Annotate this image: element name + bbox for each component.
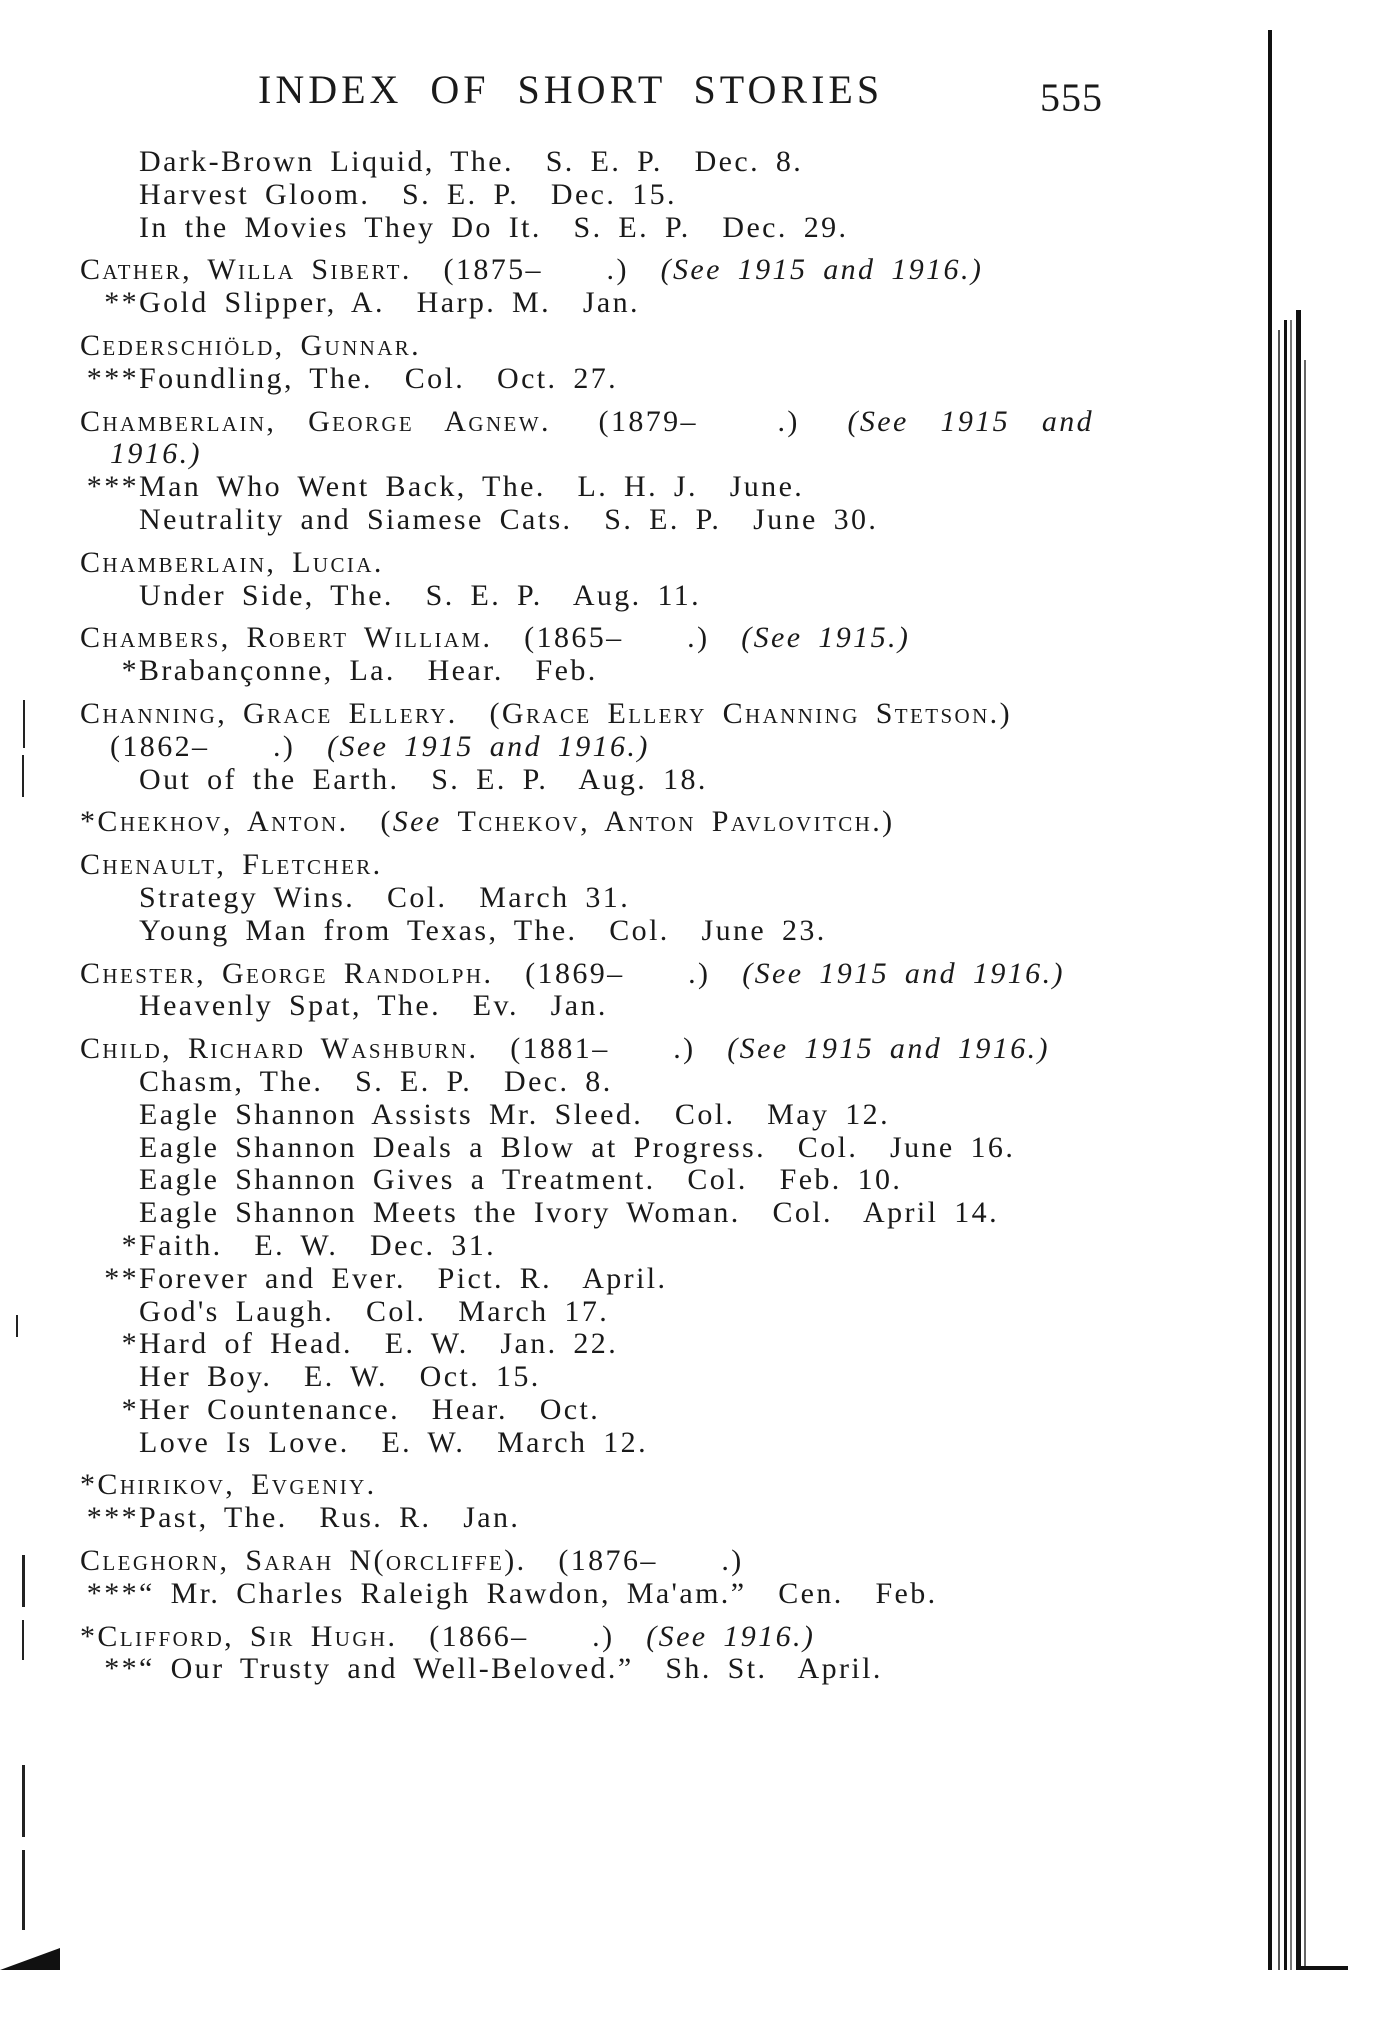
author-note: (1862– .) [110,729,328,763]
author-name: Cather, Willa Sibert. [80,253,412,287]
story-citation: “ Our Trusty and Well-Beloved.” Sh. St. April. [139,1652,883,1686]
index-entry [80,698,1120,796]
author-name: Cleghorn, Sarah N(orcliffe). [80,1544,527,1578]
rating-stars: *** [86,361,139,395]
author-note: * [80,1619,98,1653]
index-entry [80,806,1120,839]
see-reference: (See 1915 and 1916.) [727,1032,1050,1066]
author-heading [80,806,1120,839]
story-citation: Eagle Shannon Assists Mr. Sleed. Col. May 12. [139,1097,890,1131]
author-note: ( [348,805,393,839]
rating-stars: ** [104,1652,139,1686]
story-citation: Foundling, The. Col. Oct. 27. [139,361,619,395]
story-item [80,1099,1120,1132]
author-name: Chamberlain, Lucia. [80,545,384,579]
story-item [80,1427,1120,1460]
story-citation: Her Boy. E. W. Oct. 15. [139,1360,541,1394]
see-reference: (See 1916.) [646,1619,816,1653]
rating-stars: * [121,1392,139,1426]
see-reference: (See 1915 and 1916.) [742,956,1065,990]
story-citation: Chasm, The. S. E. P. Dec. 8. [139,1064,613,1098]
story-item [80,580,1120,613]
author-heading-continued [80,438,1120,471]
story-citation: Faith. E. W. Dec. 31. [139,1228,497,1262]
author-heading [80,1621,1120,1654]
story-item [80,915,1120,948]
author-note: ) [999,696,1012,730]
author-heading [80,330,1120,363]
author-note: (1869– .) [493,956,743,990]
author-heading [80,547,1120,580]
rating-stars: * [121,1327,139,1361]
see-reference: (See 1915.) [741,621,911,655]
rating-stars: *** [86,1576,139,1610]
author-note: (1875– .) [411,253,661,287]
story-citation: Harvest Gloom. S. E. P. Dec. 15. [139,177,677,211]
author-name: Chamberlain, George Agnew. [80,404,551,438]
story-citation: Past, The. Rus. R. Jan. [139,1501,521,1535]
author-heading [80,698,1120,731]
author-name: Clifford, Sir Hugh. [97,1619,398,1653]
story-citation: Eagle Shannon Meets the Ivory Woman. Col. April 14. [139,1196,999,1230]
story-item [80,764,1120,797]
story-item [80,1230,1120,1263]
story-item [80,1653,1120,1686]
index-entry [80,254,1120,320]
story-item [80,882,1120,915]
index-entry [80,849,1120,947]
story-item [80,1578,1120,1611]
story-citation: Man Who Went Back, The. L. H. J. June. [139,470,805,504]
author-heading [80,622,1120,655]
story-citation: Young Man from Texas, The. Col. June 23. [139,913,827,947]
author-note: (1879– .) [550,404,848,438]
triangle-mark [0,1948,60,1970]
story-citation: Eagle Shannon Deals a Blow at Progress. Col. June 16. [139,1130,1016,1164]
story-item [80,1394,1120,1427]
story-citation: Gold Slipper, A. Harp. M. Jan. [139,286,640,320]
rating-stars: *** [86,470,139,504]
page-number: 555 [1040,75,1103,120]
author-note: ( [457,696,502,730]
author-heading [80,1033,1120,1066]
index-entry [80,330,1120,396]
story-item [80,1502,1120,1535]
story-item [80,179,1120,212]
index-entry [80,547,1120,613]
story-item [80,1263,1120,1296]
author-note: (1881– .) [478,1032,728,1066]
story-item [80,990,1120,1023]
story-citation: Under Side, The. S. E. P. Aug. 11. [139,578,702,612]
story-item [80,655,1120,688]
story-item [80,504,1120,537]
story-item [80,1296,1120,1329]
author-note: (1866– .) [397,1619,647,1653]
author-name: Channing, Grace Ellery. [80,696,458,730]
story-citation: Heavenly Spat, The. Ev. Jan. [139,989,608,1023]
story-citation: “ Mr. Charles Raleigh Rawdon, Ma'am.” Cen. Feb. [139,1576,938,1610]
author-note: * [80,805,98,839]
index-entry [80,1469,1120,1535]
author-heading [80,958,1120,991]
story-item [80,471,1120,504]
story-item [80,1066,1120,1099]
index-entry [80,958,1120,1024]
author-name: Cederschiöld, Gunnar. [80,328,422,362]
author-heading [80,849,1120,882]
index-body [80,146,1120,1686]
author-heading [80,1545,1120,1578]
index-entry [80,406,1120,537]
author-name: Grace Ellery Channing Stetson. [501,696,1000,730]
author-note: (1876– .) [526,1544,744,1578]
story-item [80,287,1120,320]
author-note: ) [882,805,895,839]
story-item [80,146,1120,179]
story-item [80,1164,1120,1197]
see-reference: (See 1915 and 1916.) [327,729,650,763]
story-citation: God's Laugh. Col. March 17. [139,1294,610,1328]
author-note: * [80,1468,98,1502]
index-entry [80,1545,1120,1611]
author-heading [80,254,1120,287]
author-name: Tchekov, Anton Pavlovitch. [457,805,883,839]
story-citation: Out of the Earth. S. E. P. Aug. 18. [139,762,708,796]
story-item [80,363,1120,396]
page-header-title: INDEX OF SHORT STORIES [258,67,884,112]
story-citation: Forever and Ever. Pict. R. April. [139,1261,668,1295]
author-name: Chirikov, Evgeniy. [97,1468,377,1502]
story-item [80,1361,1120,1394]
index-entry [80,1621,1120,1687]
story-item [80,212,1120,245]
story-citation: Hard of Head. E. W. Jan. 22. [139,1327,619,1361]
author-heading [80,406,1120,439]
story-citation: Love Is Love. E. W. March 12. [139,1425,648,1459]
rating-stars: ** [104,286,139,320]
story-citation: Her Countenance. Hear. Oct. [139,1392,601,1426]
index-entry [80,146,1120,244]
index-entry [80,1033,1120,1459]
story-citation: Brabançonne, La. Hear. Feb. [139,654,598,688]
author-name: Chester, George Randolph. [80,956,494,990]
index-entry [80,622,1120,688]
story-citation: In the Movies They Do It. S. E. P. Dec. 29. [139,210,849,244]
story-item [80,1328,1120,1361]
story-item [80,1197,1120,1230]
story-item [80,1132,1120,1165]
author-heading-continued [80,731,1120,764]
story-citation: Eagle Shannon Gives a Treatment. Col. Feb. 10. [139,1163,903,1197]
rating-stars: *** [86,1501,139,1535]
see-reference: See [392,805,458,839]
author-note: (1865– .) [492,621,742,655]
rating-stars: * [121,1228,139,1262]
author-heading [80,1469,1120,1502]
story-citation: Neutrality and Siamese Cats. S. E. P. June 30. [139,502,879,536]
see-reference: (See 1915 and 1916.) [660,253,984,287]
author-name: Chenault, Fletcher. [80,848,383,882]
story-citation: Strategy Wins. Col. March 31. [139,880,631,914]
author-name: Chambers, Robert William. [80,621,493,655]
rating-stars: * [121,654,139,688]
story-citation: Dark-Brown Liquid, The. S. E. P. Dec. 8. [139,145,804,178]
rating-stars: ** [104,1261,139,1295]
see-reference: (See 1915 and [847,404,1095,438]
see-reference: 1916.) [110,437,202,471]
author-name: Child, Richard Washburn. [80,1032,479,1066]
author-name: Chekhov, Anton. [97,805,349,839]
